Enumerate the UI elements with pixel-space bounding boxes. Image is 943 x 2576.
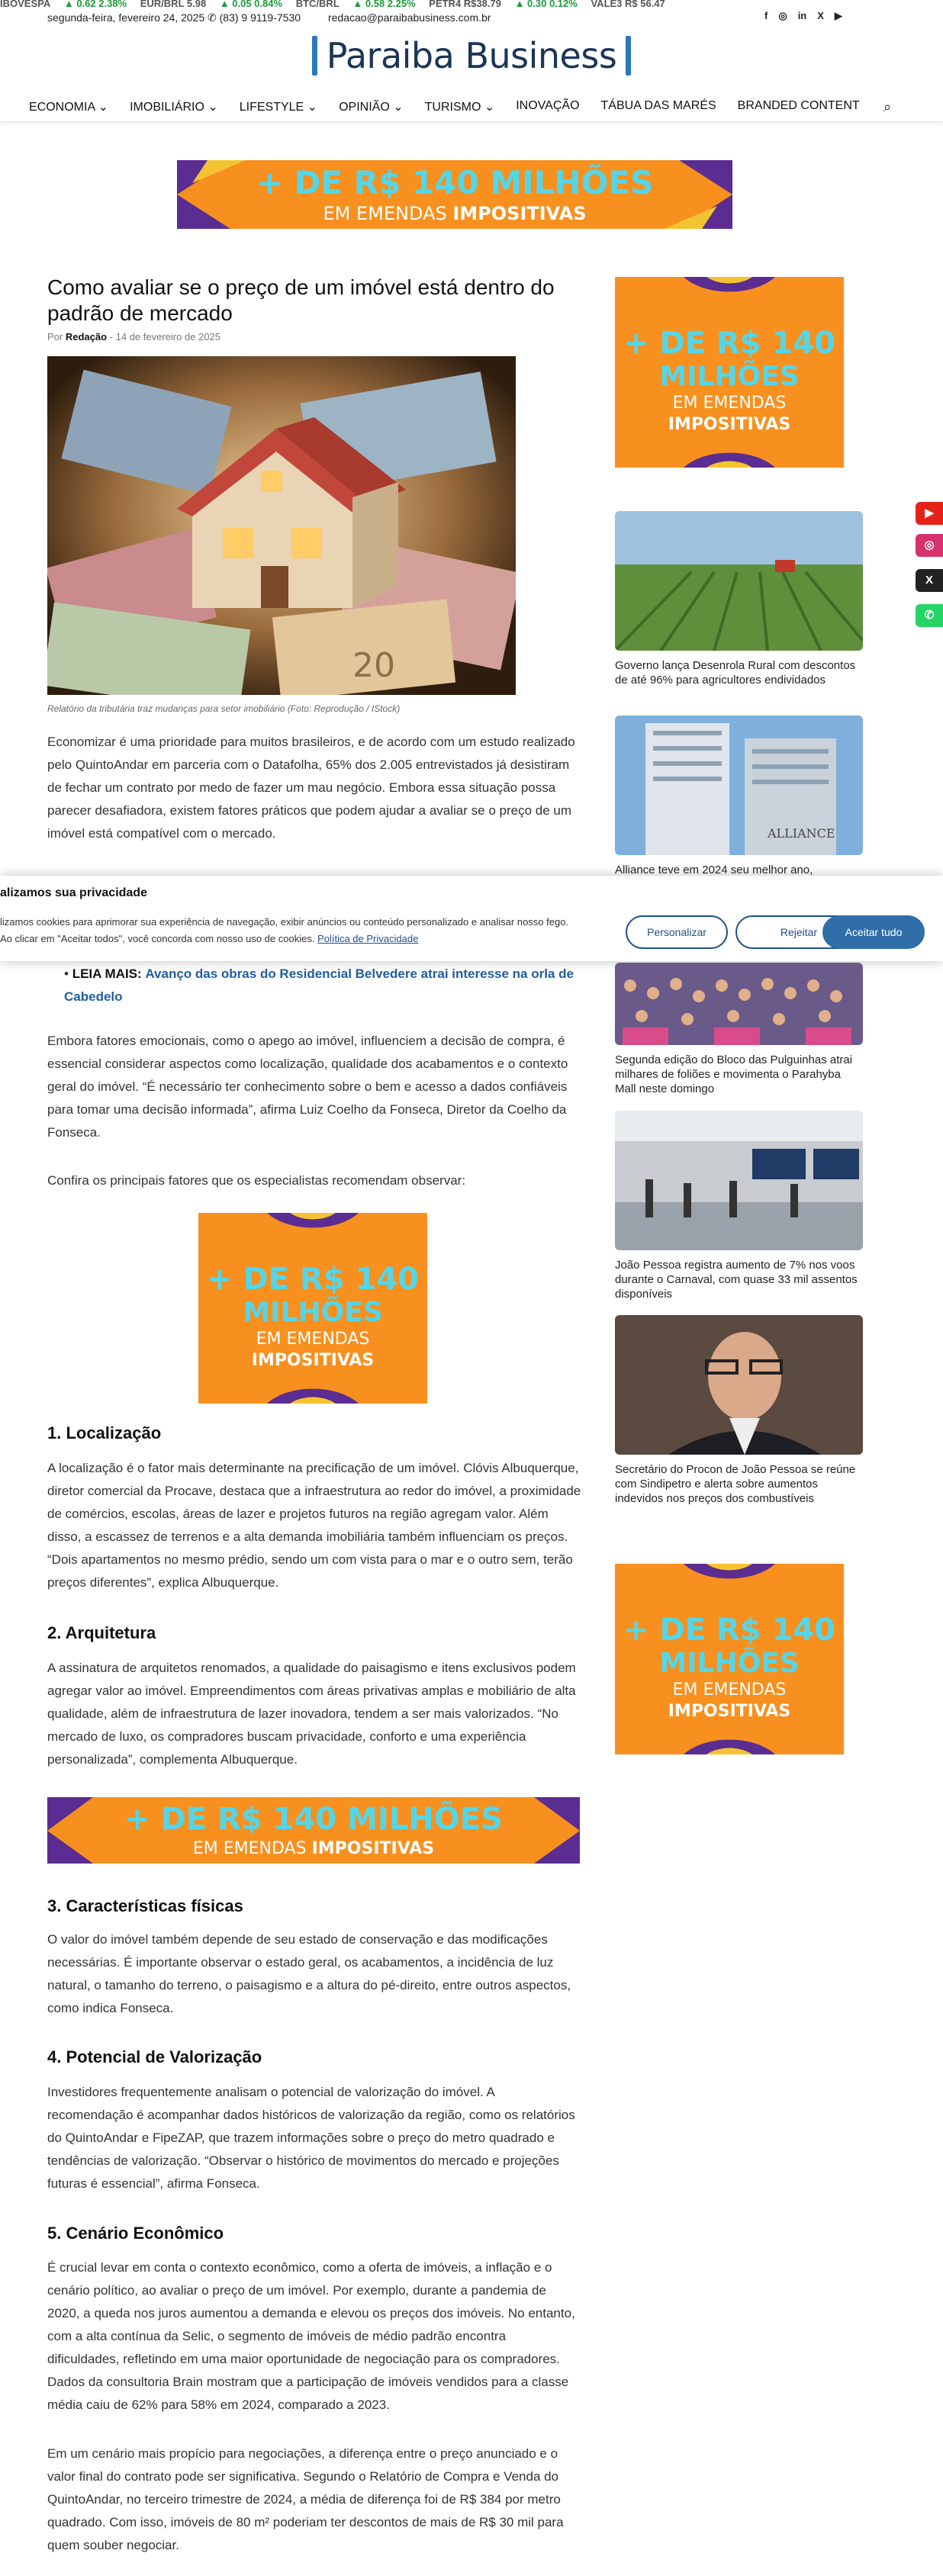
youtube-float-button[interactable] <box>916 502 943 525</box>
ad-emendas-text: EM EMENDAS <box>323 203 447 224</box>
logo-text: Paraiba Business <box>326 35 617 76</box>
whatsapp-icon: ✆ <box>924 609 935 622</box>
ad-plus-text: + DE <box>256 164 343 201</box>
ad-banner-top[interactable] <box>177 160 732 229</box>
news-thumbnail[interactable] <box>615 1315 863 1455</box>
ad-plus-text: + DE <box>623 1613 706 1648</box>
phone-number[interactable] <box>208 11 301 24</box>
paragraph-negociacao: Em um cenário mais propício para negociações, a diferença entre o preço anunciado e o valor final do contrato pode ser significativa. Segundo o Relatório de Compra e Venda do QuintoAndar, no terceiro trimestre de 2024, a média de diferença foi de R$ 384 por metro quadrado. Com isso, imóveis de 80 m² poderiam ter descontos de mais de R$ 30 mil para quem souber negociar. <box>47 2446 564 2552</box>
privacy-policy-link[interactable]: Política de Privacidade <box>317 933 419 944</box>
linkedin-icon[interactable]: in <box>797 10 807 21</box>
ad-plus-text: + DE <box>623 326 706 361</box>
logo-bar-left <box>312 36 317 76</box>
read-more-link[interactable]: Avanço das obras do Residencial Belvedere atrai interesse na orla de Cabedelo <box>64 966 574 1004</box>
instagram-icon: ◎ <box>924 539 935 552</box>
ad-banner-inline[interactable] <box>198 1213 427 1404</box>
paragraph-arquitetura: A assinatura de arquitetos renomados, a qualidade do paisagismo e itens exclusivos podem agregar valor ao imóvel. Empreendimentos com áreas privativas amplas e mobiliário de alta qualidade, além de infraestrutura de lazer inovadora, tendem a ser mais valorizados. “No mercado de luxo, os compradores buscam privacidade, conforto e uma experiência personalizada”, complementa Albuquerque. <box>47 1661 576 1767</box>
ad-millions-text: MILHÕES <box>243 1297 383 1328</box>
ad-emendas-text: EM EMENDAS <box>672 1680 787 1700</box>
ad-plus-text: + DE <box>207 1262 289 1297</box>
news-title[interactable]: Governo lança Desenrola Rural com descontos de até 96% para agricultores endividados <box>615 659 856 687</box>
ticker-item: ▲ 0.30 0.12% <box>514 0 578 8</box>
byline-label: Por <box>47 331 63 343</box>
svg-text:+ DE R$ 140 MILHÕES <box>124 1800 503 1837</box>
ad-banner-wide[interactable] <box>47 1797 580 1864</box>
article-hero-image <box>47 356 516 695</box>
ticker-item: ▲ 0.62 2.38% <box>63 0 127 8</box>
nav-item-turismo[interactable]: TURISMO ⌄ <box>424 101 495 114</box>
sidebar-news-item[interactable] <box>615 1111 863 1301</box>
news-title[interactable]: Segunda edição do Bloco das Pulguinhas atrai milhares de foliões e movimenta o Parahyba Mall neste domingo <box>615 1053 853 1095</box>
heading-caracteristicas: 3. Características físicas <box>47 1896 243 1915</box>
nav-item-lifestyle[interactable]: LIFESTYLE ⌄ <box>239 101 318 114</box>
ad-emendas-text: EM EMENDAS <box>192 1839 307 1858</box>
news-thumbnail[interactable] <box>615 1111 863 1250</box>
logo-bar-right <box>626 36 631 76</box>
social-links <box>764 10 842 22</box>
search-icon[interactable]: ⌕ <box>883 99 892 114</box>
instagram-float-button[interactable] <box>916 534 943 557</box>
consent-body <box>0 914 580 947</box>
paragraph-emotional-factors: Embora fatores emocionais, como o apego ao imóvel, influenciem a decisão de compra, é essencial considerar aspectos como localização, qualidade dos acabamentos e o contexto geral do imóvel. “É necessário ter conhecimento sobre o bem e acesso a dados confiáveis para tomar uma decisão informada”, afirma Luiz Coelho da Fonseca, Diretor da Coelho da Fonseca. <box>47 1034 568 1140</box>
ad-millions-text: MILHÕES <box>490 164 654 201</box>
svg-text:+ DE R$ 140 <box>623 1613 835 1648</box>
news-title[interactable]: João Pessoa registra aumento de 7% nos voos durante o Carnaval, com quase 33 mil assentos disponíveis <box>615 1259 858 1301</box>
ticker-item: VALE3 R$ 56.47 <box>591 0 665 8</box>
article-author[interactable]: Redação <box>65 331 108 343</box>
ad-impositivas-text: IMPOSITIVAS <box>251 1351 375 1370</box>
nav-item-tabua-das-mares[interactable]: TÁBUA DAS MARÉS <box>600 99 716 112</box>
instagram-icon[interactable]: ◎ <box>778 10 787 21</box>
news-thumbnail[interactable] <box>615 963 863 1045</box>
site-logo[interactable] <box>0 35 943 76</box>
paragraph-caracteristicas: O valor do imóvel também depende de seu estado de conservação e das modificações necessárias. É importante observar o estado geral, os acabamentos, a incidência de luz natural, o tamanho do terreno, o paisagismo e a altura do pé-direito, entre outros aspectos, como indica Fonseca. <box>47 1932 571 2015</box>
ad-millions-text: MILHÕES <box>659 361 800 392</box>
whatsapp-float-button[interactable] <box>916 604 943 627</box>
paragraph-intro: Economizar é uma prioridade para muitos brasileiros, e de acordo com um estudo realizado pelo QuintoAndar em parceria com o Datafolha, 65% dos 2.005 entrevistados já desistiram de fechar um contrato por medo de fazer um mau negócio. Embora essa situação possa parecer desafiadora, existem fatores práticos que podem ajudar a avaliar se o preço de um imóvel está compatível com o mercado. <box>47 735 575 841</box>
main-nav <box>0 96 943 122</box>
svg-text:EM EMENDAS IMPOSITIVAS <box>193 1839 434 1858</box>
phone-text: (83) 9 9119-7530 <box>219 11 301 24</box>
article-meta <box>47 331 581 343</box>
ad-impositivas-text: IMPOSITIVAS <box>668 415 791 434</box>
article-date: 14 de fevereiro de 2025 <box>115 331 220 343</box>
customize-button[interactable]: Personalizar <box>626 915 728 949</box>
meta-separator: - <box>107 331 116 343</box>
whatsapp-icon: ✆ <box>208 11 220 24</box>
current-date: segunda-feira, fevereiro 24, 2025 <box>47 11 205 24</box>
accept-all-button[interactable]: Aceitar tudo <box>822 915 925 949</box>
svg-text:EM EMENDAS IMPOSITIVAS <box>323 203 587 224</box>
sidebar-news-item[interactable] <box>615 716 863 877</box>
ad-impositivas-text: IMPOSITIVAS <box>452 203 587 224</box>
building-sign-text: ALLIANCE <box>768 826 835 841</box>
ticker-item: EUR/BRL 5.98 <box>140 0 207 8</box>
svg-text:20: 20 <box>352 646 395 685</box>
ad-sidebar-top[interactable] <box>615 277 844 468</box>
ticker-item: IBOVESPA <box>0 0 51 8</box>
news-title[interactable]: Alliance teve em 2024 seu melhor ano, <box>615 863 813 876</box>
news-title[interactable]: Secretário do Procon de João Pessoa se reúne com Sindipetro e alerta sobre aumentos indevidos nos preços dos combustíveis <box>615 1463 856 1505</box>
read-more-label: LEIA MAIS: <box>72 966 142 981</box>
news-thumbnail[interactable] <box>615 716 863 855</box>
ad-sidebar-bottom[interactable] <box>615 1564 844 1754</box>
x-icon: X <box>925 574 933 587</box>
nav-item-branded-content[interactable]: BRANDED CONTENT <box>737 99 860 112</box>
heading-cenario: 5. Cenário Econômico <box>47 2224 224 2243</box>
read-more-item <box>64 963 583 1008</box>
ad-amount-text: R$ 140 <box>353 164 479 201</box>
x-icon[interactable]: X <box>817 10 824 21</box>
market-ticker <box>0 0 943 8</box>
svg-text:+ DE R$ 140 <box>623 326 835 361</box>
paragraph-localizacao: A localização é o fator mais determinante na precificação de um imóvel. Clóvis Albuquerque, diretor comercial da Procave, destaca que a infraestrutura ao redor do imóvel, a proximidade de comércios, escolas, áreas de lazer e projetos futuros na região agregam valor. Além disso, a escassez de terrenos e a alta demanda imobiliária também influenciam os preços. “Dois apartamentos no mesmo prédio, sendo um com vista para o mar e o outro sem, terão preços diferentes”, explica Albuquerque. <box>47 1461 581 1590</box>
ad-amount-text: R$ 140 <box>217 1802 337 1837</box>
x-float-button[interactable] <box>916 569 943 592</box>
facebook-icon[interactable]: f <box>764 10 768 21</box>
heading-valorizacao: 4. Potencial de Valorização <box>47 2047 262 2066</box>
ticker-item: ▲ 0.58 2.25% <box>352 0 416 8</box>
ad-emendas-text: EM EMENDAS <box>672 394 787 413</box>
cookie-consent-banner <box>0 876 943 961</box>
contact-email[interactable]: redacao@paraibabusiness.com.br <box>328 11 491 24</box>
youtube-icon: ▶ <box>925 507 934 519</box>
article-title: Como avaliar se o preço de um imóvel está dentro do padrão de mercado <box>47 275 555 325</box>
consent-text: lizamos cookies para aprimorar sua experiência de navegação, exibir anúncios ou conteúdo personalizado e analisar nosso fego. Ao clicar em "Aceitar todos", você concorda com nosso uso de cookies. <box>0 916 569 944</box>
svg-text:+ DE R$ 140 MILHÕES <box>256 163 653 201</box>
reject-button[interactable]: Rejeitar <box>735 915 862 949</box>
heading-localizacao: 1. Localização <box>47 1423 162 1442</box>
article-header <box>47 275 581 343</box>
paragraph-factors-intro: Confira os principais fatores que os especialistas recomendam observar: <box>47 1173 466 1188</box>
nav-item-imobiliario[interactable]: IMOBILIÁRIO ⌄ <box>130 101 218 114</box>
paragraph-cenario: É crucial levar em conta o contexto econômico, como a oferta de imóveis, a inflação e o cenário político, ao avaliar o preço de um imóvel. Por exemplo, durante a pandemia de 2020, a queda nos juros aumentou a demanda e elevou os preços dos imóveis. No entanto, com a alta contínua da Selic, o segmento de imóveis de médio padrão encontra dificuldades, refletindo em uma maior oportunidade de negociação para os compradores. Dados da consultoria Brain mostram que a participação de imóveis vendidos para a classe média caiu de 62% para 58% em 2024, comparado a 2023. <box>47 2260 575 2412</box>
sidebar-news-item[interactable] <box>615 963 863 1096</box>
sidebar-news-item[interactable] <box>615 511 863 687</box>
heading-arquitetura: 2. Arquitetura <box>47 1623 156 1642</box>
nav-item-opiniao[interactable]: OPINIÃO ⌄ <box>339 101 404 114</box>
ad-impositivas-text: IMPOSITIVAS <box>311 1839 435 1858</box>
ad-plus-text: + DE <box>124 1802 208 1837</box>
ad-millions-text: MILHÕES <box>659 1648 800 1679</box>
sidebar-news-item[interactable] <box>615 1315 863 1506</box>
svg-text:+ DE R$ 140 <box>207 1262 419 1297</box>
ad-amount-text: R$ 140 <box>716 1613 835 1648</box>
bullet: • <box>64 966 72 981</box>
ticker-item: PETR4 R$38.79 <box>429 0 501 8</box>
nav-item-inovacao[interactable]: INOVAÇÃO <box>516 99 580 112</box>
consent-title: alizamos sua privacidade <box>0 886 147 899</box>
ad-impositivas-text: IMPOSITIVAS <box>668 1702 791 1721</box>
paragraph-valorizacao: Investidores frequentemente analisam o potencial de valorização do imóvel. A recomendação é acompanhar dados históricos de valorização da região, como os relatórios do QuintoAndar e FipeZAP, que trazem informações sobre o preço do metro quadrado e tendências de valorização. “Observar o histórico de movimentos do mercado e projeções futuras é essencial”, afirma Fonseca. <box>47 2085 575 2191</box>
ticker-item: BTC/BRL <box>295 0 340 8</box>
image-caption: Relatório da tributária traz mudanças para setor imobiliário (Foto: Reprodução / IStock) <box>47 703 401 714</box>
ad-millions-text: MILHÕES <box>347 1802 503 1837</box>
ticker-item: ▲ 0.05 0.84% <box>219 0 283 8</box>
youtube-icon[interactable]: ▶ <box>834 10 842 21</box>
ad-amount-text: R$ 140 <box>299 1262 419 1297</box>
ad-amount-text: R$ 140 <box>716 326 835 361</box>
news-thumbnail[interactable] <box>615 511 863 651</box>
ad-emendas-text: EM EMENDAS <box>256 1330 370 1349</box>
nav-item-economia[interactable]: ECONOMIA ⌄ <box>29 101 109 114</box>
top-bar <box>0 8 943 27</box>
